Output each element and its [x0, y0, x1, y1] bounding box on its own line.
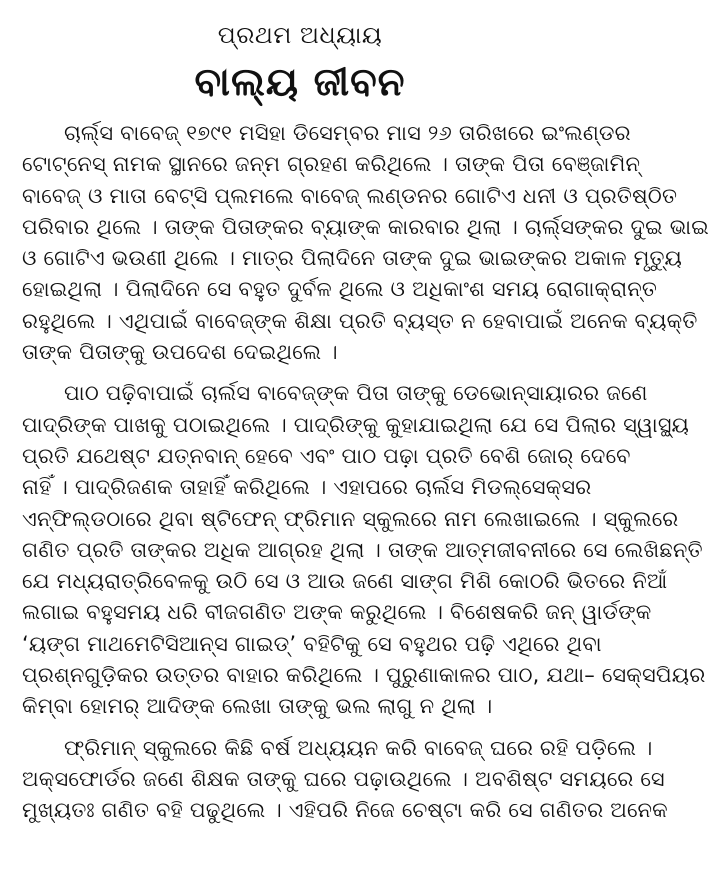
text-line: ରହୁଥିଲେ । ଏଥିପାଇଁ ବାବେଜ୍‌ଙ୍କ ଶିକ୍ଷା ପ୍ରତି ବ୍ୟସ୍ତ ନ ହେବାପାଇଁ ଅନେକ ବ୍ୟକ୍ତି	[22, 308, 698, 333]
text-line: ପ୍ରତି ଯଥେଷ୍ଟ ଯତ୍ନବାନ୍ ହେବେ ଏବଂ ପାଠ ପଢ଼ା ପ୍ରତି ବେଶି ଜୋର୍ ଦେବେ	[22, 443, 631, 468]
text-line: ତାଙ୍କ ପିତାଙ୍କୁ ଉପଦେଶ ଦେଇଥିଲେ ।	[22, 340, 338, 365]
chapter-label: ପ୍ରଥମ ଅଧ୍ୟାୟ	[217, 21, 383, 49]
text-line: ଫ୍ରିମାନ୍ ସ୍କୁଲରେ କିଛି ବର୍ଷ ଅଧ୍ୟୟନ କରି ବାବେଜ୍ ଘରେ ରହି ପଡ଼ିଲେ ।	[64, 735, 653, 760]
chapter-title: ବାଲ୍ୟ ଜୀବନ	[194, 60, 406, 105]
text-line: ଲଗାଇ ବହୁସମୟ ଧରି ବୀଜଗଣିତ ଅଙ୍କ କରୁଥିଲେ । ବିଶେଷକରି ଜନ୍ ୱାର୍ଡଙ୍କ	[22, 600, 652, 625]
paragraph-1	[22, 118, 709, 368]
text-line: ଯେ ମଧ୍ୟରାତ୍ରିବେଳକୁ ଉଠି ସେ ଓ ଆଉ ଜଣେ ସାଙ୍ଗ ମିଶି କୋଠରି ଭିତରେ ନିଆଁ	[22, 569, 668, 594]
text-line: ଟୋଟ୍‌ନେସ୍ ନାମକ ସ୍ଥାନରେ ଜନ୍ମ ଗ୍ରହଣ କରିଥିଲେ । ତାଙ୍କ ପିତା ବେଞ୍ଜାମିନ୍	[22, 152, 641, 177]
text-line: ଓ ଗୋଟିଏ ଭଉଣୀ ଥିଲେ । ମାତ୍ର ପିଲାଦିନେ ତାଙ୍କ ଦୁଇ ଭାଇଙ୍କର ଅକାଳ ମୃତ୍ୟୁ	[22, 246, 683, 271]
text-line: ବାବେଜ୍ ଓ ମାତା ବେଟ୍‌ସି ପ୍ଲମଲେ ବାବେଜ୍ ଲଣ୍ଡନର ଗୋଟିଏ ଧନୀ ଓ ପ୍ରତିଷ୍ଠିତ	[22, 183, 678, 208]
text-line: ଅକ୍‌ସଫୋର୍ଡର ଜଣେ ଶିକ୍ଷକ ତାଙ୍କୁ ଘରେ ପଢ଼ାଉଥିଲେ । ଅବଶିଷ୍ଟ ସମୟରେ ସେ	[22, 766, 665, 791]
paragraph-2	[22, 378, 706, 722]
text-line: ପ୍ରଶ୍ନଗୁଡ଼ିକର ଉତ୍ତର ବାହାର କରିଥିଲେ । ପୁରୁଣାକାଳର ପାଠ, ଯଥା– ସେକ୍‌ସପିୟର	[22, 663, 706, 688]
text-line: ନାହିଁ । ପାଦ୍ରିଜଣକ ତାହାହିଁ କରିଥିଲେ । ଏହାପରେ ଚାର୍ଲସ ମିଡଲ୍‌ସେକ୍‌ସର	[22, 475, 592, 500]
paragraph-3	[22, 733, 668, 827]
text-line: ଚାର୍ଲ୍‌ସ ବାବେଜ୍ ୧୭୯୧ ମସିହା ଡିସେମ୍ବର ମାସ ୨୬ ତାରିଖରେ ଇଂଲଣ୍ଡର	[64, 121, 631, 145]
text-line: ପାଠ ପଢ଼ିବାପାଇଁ ଚାର୍ଲସ ବାବେଜ୍‌ଙ୍କ ପିତା ତାଙ୍କୁ ଡେଭୋନ୍‌ସାୟାରର ଜଣେ	[64, 381, 648, 406]
text-line: ଏନ୍‌ଫିଲ୍ଡଠାରେ ଥିବା ଷ୍ଟିଫେନ୍ ଫ୍ରିମାନ ସ୍କୁଲରେ ନାମ ଲେଖାଇଲେ । ସ୍କୁଲରେ	[22, 506, 679, 531]
text-line: ହୋଇଥିଲା । ପିଲାଦିନେ ସେ ବହୁତ ଦୁର୍ବଳ ଥିଲେ ଓ ଅଧିକାଂଶ ସମୟ ରୋଗାକ୍ରାନ୍ତ	[22, 277, 658, 302]
text-line: ପାଦ୍ରିଙ୍କ ପାଖକୁ ପଠାଇଥିଲେ । ପାଦ୍ରିଙ୍କୁ କୁହାଯାଇଥିଲା ଯେ ସେ ପିଲାର ସ୍ୱାସ୍ଥ୍ୟ	[22, 412, 690, 437]
text-line: ‘ୟଙ୍ଗ ମାଥମେଟିସିଆନ୍‌ସ ଗାଇଡ୍’ ବହିଟିକୁ ସେ ବହୁଥର ପଢ଼ି ଏଥିରେ ଥିବା	[22, 631, 602, 656]
text-line: ଗଣିତ ପ୍ରତି ତାଙ୍କର ଅଧିକ ଆଗ୍ରହ ଥିଲା । ତାଙ୍କ ଆତ୍ମଜୀବନୀରେ ସେ ଲେଖିଛନ୍ତି	[22, 537, 703, 562]
text-line: ପରିବାର ଥିଲେ । ତାଙ୍କ ପିତାଙ୍କର ବ୍ୟାଙ୍କ କାରବାର ଥିଲା । ଚାର୍ଲ୍‌ସଙ୍କର ଦୁଇ ଭାଇ	[22, 214, 709, 239]
text-line: ମୁଖ୍ୟତଃ ଗଣିତ ବହି ପଢୁଥିଲେ । ଏହିପରି ନିଜେ ଚେଷ୍ଟା କରି ସେ ଗଣିତର ଅନେକ	[22, 798, 668, 823]
text-line: କିମ୍ବା ହୋମର୍ ଆଦିଙ୍କ ଲେଖା ତାଙ୍କୁ ଭଲ ଲାଗୁ ନ ଥିଲା ।	[22, 694, 493, 719]
